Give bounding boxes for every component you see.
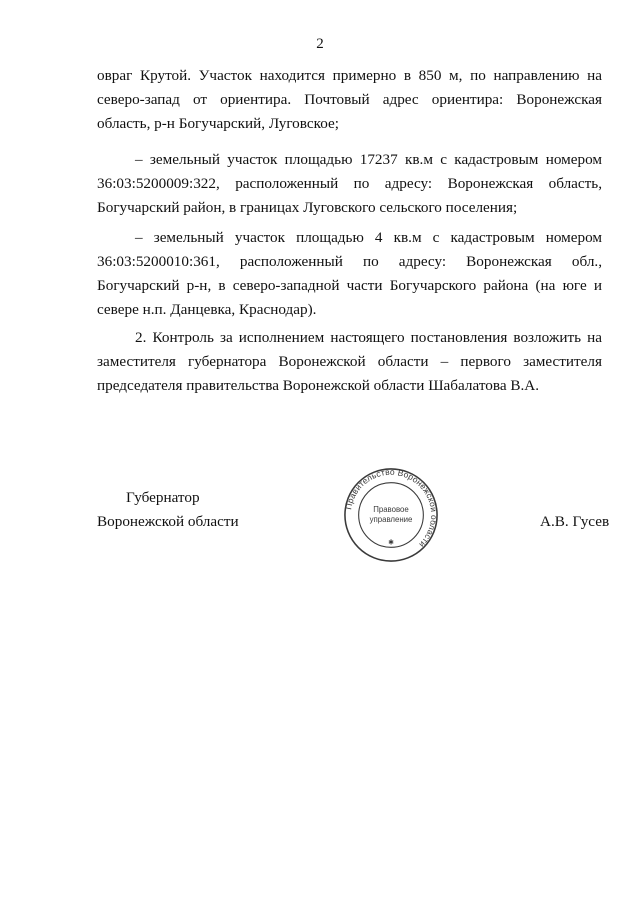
list-item-land-plot-2: [97, 226, 602, 322]
signatory-name: А.В. Гусев: [540, 513, 610, 530]
paragraph-continuation: [97, 64, 602, 136]
paragraph-text: – земельный участок площадью 4 кв.м с кадастровым номером 36:03:5200010:361, расположенный по адресу: Воронежская обл., Богучарский р-н, в северо-западной части Богучарского района (на юге и севере н.п. Данцевка, Краснодар).: [97, 229, 602, 318]
official-stamp: [342, 466, 440, 564]
stamp-star-icon: ✱: [388, 539, 394, 547]
paragraph-text: овраг Крутой. Участок находится примерно в 850 м, по направлению на северо-запад от ориентира. Почтовый адрес ориентира: Воронежская область, р-н Богучарский, Луговское;: [97, 67, 602, 132]
stamp-outer-text-path: Правительство Воронежской области: [343, 466, 440, 550]
paragraph-text: – земельный участок площадью 17237 кв.м с кадастровым номером 36:03:5200009:322, расположенный по адресу: Воронежская область, Богучарский район, в границах Луговского сельского поселения;: [97, 151, 602, 216]
stamp-inner-line-2: управление: [369, 514, 413, 524]
clause-2-control: [97, 326, 602, 398]
paragraph-text: 2. Контроль за исполнением настоящего постановления возложить на заместителя губернатора Воронежской области – первого заместителя председателя правительства Воронежской области Шабалатова В.А.: [97, 329, 602, 394]
stamp-inner-line-1: Правовое: [373, 505, 409, 515]
list-item-land-plot-1: [97, 148, 602, 220]
signatory-title-line-2: Воронежской области: [97, 513, 239, 530]
page-number: 2: [316, 36, 324, 52]
signatory-title: [97, 486, 239, 534]
signatory-title-line-1: Губернатор: [126, 489, 200, 506]
